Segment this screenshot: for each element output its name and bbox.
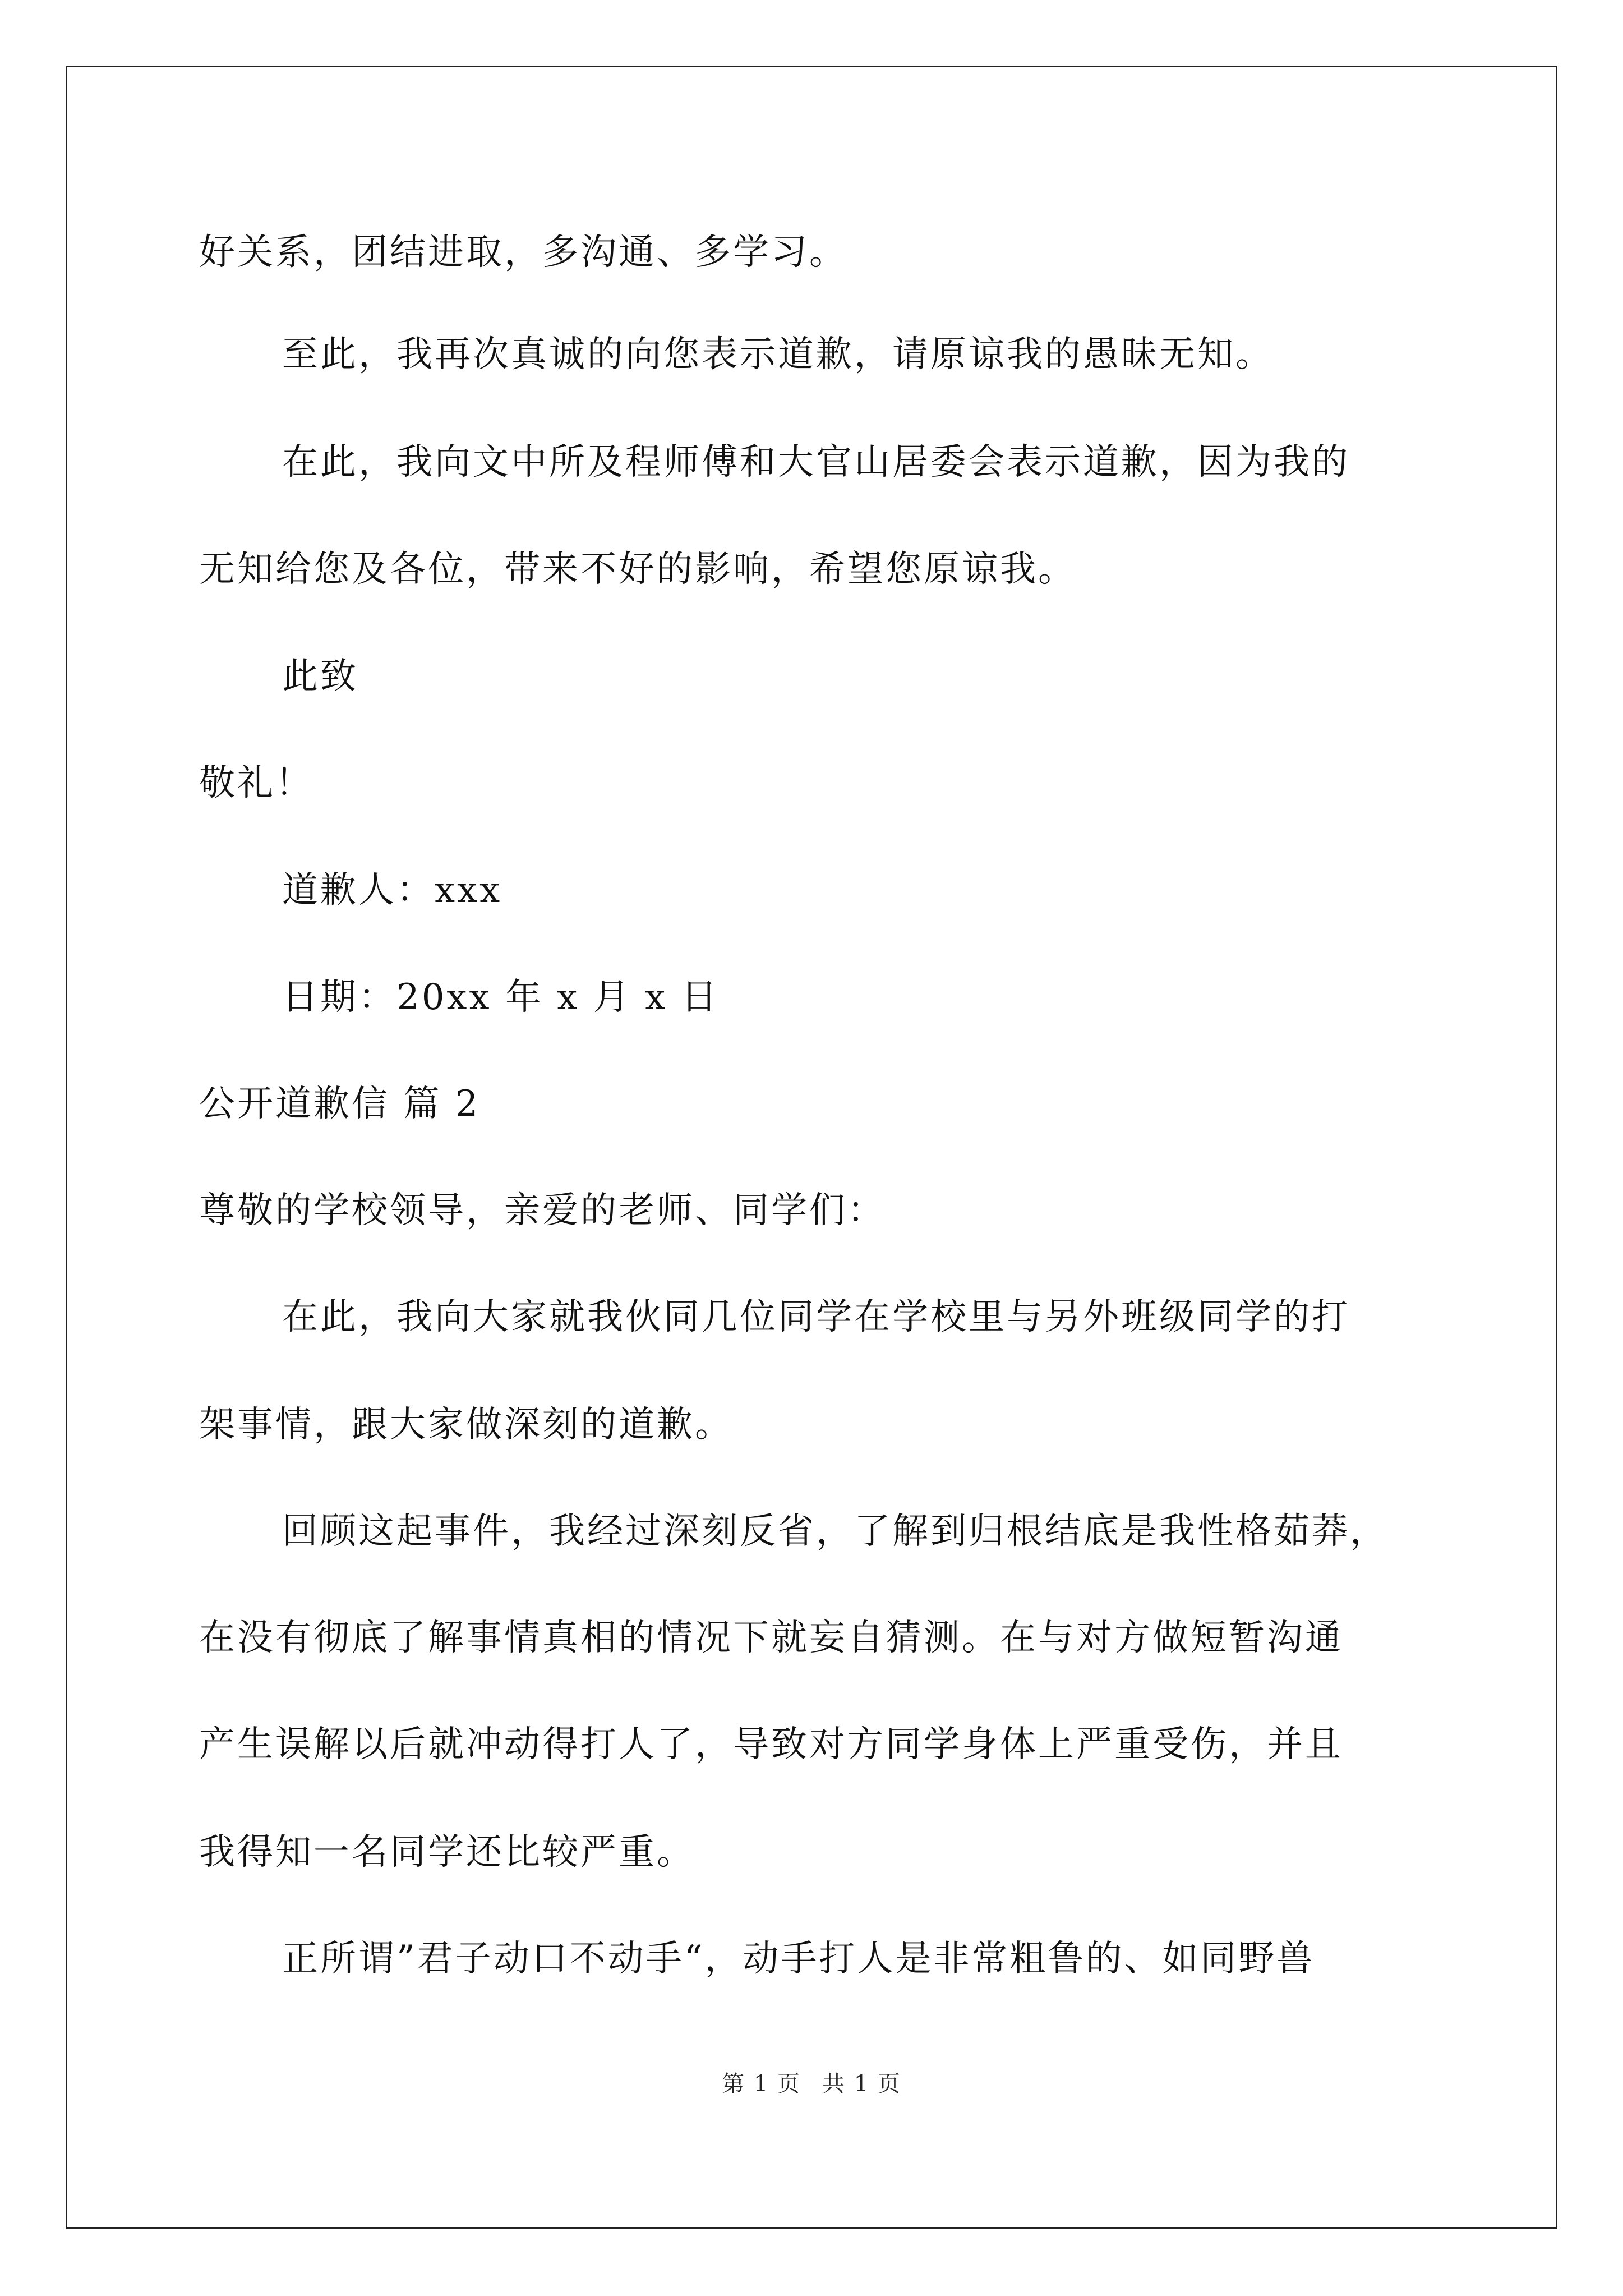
greeting-line: 尊敬的学校领导，亲爱的老师、同学们： xyxy=(199,1190,886,1231)
paragraph-line: 在此，我向文中所及程师傅和大官山居委会表示道歉，因为我的 xyxy=(282,441,1350,483)
page-number-current: 第 1 页 xyxy=(722,2071,801,2097)
paragraph-line: 在没有彻底了解事情真相的情况下就妄自猜测。在与对方做短暂沟通 xyxy=(199,1617,1343,1659)
paragraph-line: 至此，我再次真诚的向您表示道歉，请原谅我的愚昧无知。 xyxy=(282,334,1274,375)
paragraph-line: 我得知一名同学还比较严重。 xyxy=(199,1832,695,1873)
page-number-total: 共 1 页 xyxy=(822,2071,901,2097)
page-border xyxy=(66,66,1557,2229)
closing-line: 此致 xyxy=(282,656,358,697)
section-title: 公开道歉信 篇 2 xyxy=(199,1083,481,1125)
paragraph-line: 正所谓”君子动口不动手“，动手打人是非常粗鲁的、如同野兽 xyxy=(282,1938,1315,1980)
paragraph-line: 在此，我向大家就我伙同几位同学在学校里与另外班级同学的打 xyxy=(282,1296,1350,1338)
paragraph-line: 产生误解以后就冲动得打人了，导致对方同学身体上严重受伤，并且 xyxy=(199,1724,1343,1765)
page-footer xyxy=(0,2070,1623,2098)
date-line: 日期：20xx 年 x 月 x 日 xyxy=(282,977,720,1018)
paragraph-line: 无知给您及各位，带来不好的影响，希望您原谅我。 xyxy=(199,549,1076,590)
paragraph-line: 回顾这起事件，我经过深刻反省，了解到归根结底是我性格茹莽， xyxy=(282,1511,1388,1552)
salutation-line: 敬礼！ xyxy=(199,762,313,804)
paragraph-line: 好关系，团结进取，多沟通、多学习。 xyxy=(199,232,847,273)
paragraph-line: 架事情，跟大家做深刻的道歉。 xyxy=(199,1404,733,1446)
signature-line: 道歉人：xxx xyxy=(282,869,502,911)
